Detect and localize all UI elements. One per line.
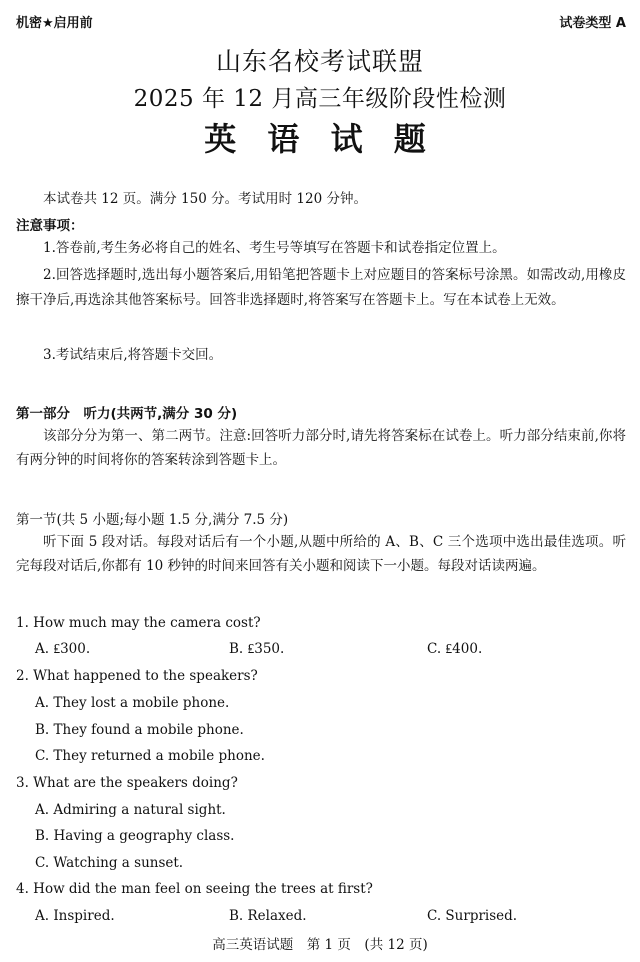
question-3-option-b: B. Having a geography class. — [35, 828, 235, 844]
question-2-option-c: C. They returned a mobile phone. — [35, 748, 265, 764]
exam-organizer-title: 山东名校考试联盟 — [215, 47, 424, 76]
question-4-option-c: C. Surprised. — [427, 908, 518, 924]
question-2-stem: 2. What happened to the speakers? — [16, 668, 258, 684]
part1-description: 该部分分为第一、第二两节。注意:回答听力部分时,请先将答案标在试卷上。听力部分结束前,你将有两分钟的时间将你的答案转涂到答题卡上。 — [16, 428, 626, 468]
question-4-option-a: A. Inspired. — [35, 908, 115, 924]
question-3-option-c: C. Watching a sunset. — [35, 855, 184, 871]
section1-heading: 第一节(共 5 小题;每小题 1.5 分,满分 7.5 分) — [16, 512, 289, 528]
question-3-option-a: A. Admiring a natural sight. — [35, 802, 226, 818]
question-2-option-b: B. They found a mobile phone. — [35, 722, 244, 738]
question-1-option-a: A. ₤300. — [35, 641, 91, 657]
note-item-1: 1.答卷前,考生务必将自己的姓名、考生号等填写在答题卡和试卷指定位置上。 — [43, 240, 506, 256]
page-footer: 高三英语试题 第 1 页 (共 12 页) — [212, 937, 428, 953]
note-item-2: 2.回答选择题时,选出每小题答案后,用铅笔把答题卡上对应题目的答案标号涂黑。如需改动,用橡皮擦干净后,再选涂其他答案标号。回答非选择题时,将答案写在答题卡上。写在本试卷上无效。 — [16, 267, 626, 308]
question-1-option-c: C. ₤400. — [427, 641, 483, 657]
section1-description: 听下面 5 段对话。每段对话后有一个小题,从题中所给的 A、B、C 三个选项中选出最佳选项。听完每段对话后,你都有 10 秒钟的时间来回答有关小题和阅读下一小题。每段对话读两遍。 — [16, 534, 626, 574]
subject-title: 英 语 试 题 — [204, 120, 436, 158]
note-item-3: 3.考试结束后,将答题卡交回。 — [43, 347, 223, 363]
confidential-label: 机密★启用前 — [16, 16, 93, 31]
intro-text: 本试卷共 12 页。满分 150 分。考试用时 120 分钟。 — [43, 191, 367, 207]
question-3-stem: 3. What are the speakers doing? — [16, 775, 238, 791]
question-4-stem: 4. How did the man feel on seeing the trees at first? — [16, 881, 373, 897]
notes-heading: 注意事项： — [16, 218, 84, 234]
question-1-option-b: B. ₤350. — [229, 641, 285, 657]
question-2-option-a: A. They lost a mobile phone. — [35, 695, 230, 711]
paper-type-label: 试卷类型 A — [559, 16, 626, 31]
question-1-stem: 1. How much may the camera cost? — [16, 615, 261, 631]
exam-date-title: 2025 年 12 月高三年级阶段性检测 — [133, 86, 507, 112]
question-4-option-b: B. Relaxed. — [229, 908, 307, 924]
part1-heading: 第一部分 听力(共两节,满分 30 分) — [16, 406, 238, 422]
